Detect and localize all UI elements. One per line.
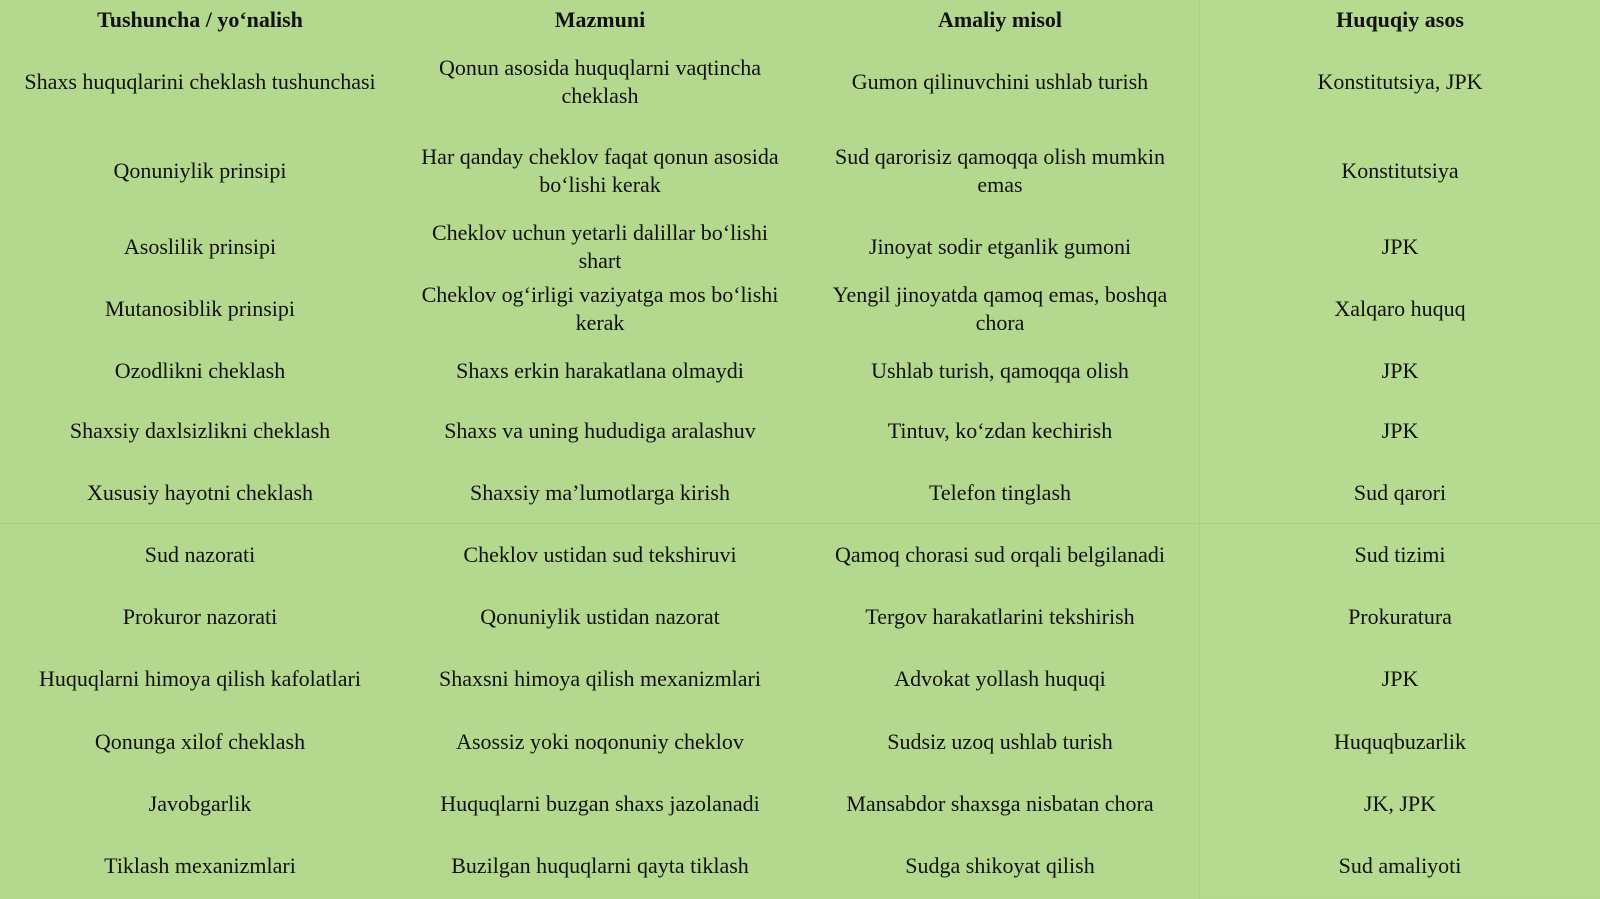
table-cell-content: Buzilgan huquqlarni qayta tiklash	[451, 853, 749, 878]
table-cell-content: Shaxsni himoya qilish mexanizmlari	[438, 666, 761, 691]
table-cell-concept: Javobgarlik	[148, 791, 252, 816]
table-cell-example: Telefon tinglash	[928, 480, 1072, 505]
table-cell-legal-basis: Xalqaro huquq	[1200, 276, 1600, 342]
table-cell-concept: Asoslilik prinsipi	[123, 234, 277, 259]
table-cell-content: Qonuniylik ustidan nazorat	[480, 604, 720, 629]
table-cell-example: Mansabdor shaxsga nisbatan chora	[846, 791, 1154, 816]
table-cell-content: Qonun asosida huquqlarni vaqtincha cheklash	[439, 55, 761, 108]
column-divider	[1199, 0, 1200, 899]
table-cell-concept: Qonunga xilof cheklash	[94, 728, 306, 754]
table-cell-legal-basis: JPK	[1200, 400, 1600, 462]
table-cell-example: Qamoq chorasi sud orqali belgilanadi	[835, 542, 1165, 567]
table-cell-example: Ushlab turish, qamoqqa olish	[871, 358, 1129, 383]
table-cell-content: Asossiz yoki noqonuniy cheklov	[456, 728, 744, 754]
table-cell-legal-basis: JPK	[1200, 648, 1600, 710]
table-cell-content: Cheklov og‘irligi vaziyatga mos bo‘lishi kerak	[421, 282, 779, 335]
table-cell-example: Tintuv, ko‘zdan kechirish	[887, 418, 1113, 443]
header-legal-basis: Huquqiy asos	[1200, 0, 1600, 40]
table-cell-legal-basis: JPK	[1200, 218, 1600, 276]
header-concept: Tushuncha / yo‘nalish	[97, 7, 303, 32]
table-cell-legal-basis: Prokuratura	[1200, 586, 1600, 648]
table-cell-content: Cheklov uchun yetarli dalillar bo‘lishi shart	[431, 220, 769, 273]
table-cell-example: Gumon qilinuvchini ushlab turish	[851, 69, 1149, 94]
table-cell-example: Tergov harakatlarini tekshirish	[865, 604, 1135, 629]
table-cell-concept: Qonuniylik prinsipi	[113, 158, 287, 183]
table-cell-concept: Huquqlarni himoya qilish kafolatlari	[39, 666, 361, 691]
row-divider	[0, 523, 1600, 524]
table-cell-example: Yengil jinoyatda qamoq emas, boshqa chora	[832, 282, 1168, 335]
table-cell-legal-basis: Huquqbuzarlik	[1200, 710, 1600, 773]
table-cell-concept: Tiklash mexanizmlari	[104, 853, 296, 878]
table-cell-legal-basis: JPK	[1200, 342, 1600, 400]
header-content: Mazmuni	[554, 7, 646, 32]
table-cell-concept: Mutanosiblik prinsipi	[104, 296, 296, 321]
table-cell-content: Har qanday cheklov faqat qonun asosida bo‘lishi kerak	[421, 144, 779, 197]
table-cell-legal-basis: Sud tizimi	[1200, 524, 1600, 586]
table-cell-legal-basis: JK, JPK	[1200, 773, 1600, 835]
table-cell-concept: Shaxs huquqlarini cheklash tushunchasi	[24, 69, 376, 94]
table-cell-example: Advokat yollash huquqi	[894, 666, 1106, 691]
table-cell-concept: Shaxsiy daxlsizlikni cheklash	[69, 418, 331, 443]
table-cell-concept: Xususiy hayotni cheklash	[86, 480, 314, 505]
table-cell-concept: Sud nazorati	[144, 542, 256, 567]
table-cell-content: Shaxsiy ma’lumotlarga kirish	[470, 480, 730, 505]
table-cell-legal-basis: Konstitutsiya, JPK	[1200, 40, 1600, 124]
table-cell-legal-basis: Sud qarori	[1200, 462, 1600, 524]
table-cell-concept: Prokuror nazorati	[122, 604, 278, 629]
table-cell-legal-basis: Konstitutsiya	[1200, 124, 1600, 218]
table-cell-example: Sud qarorisiz qamoqqa olish mumkin emas	[835, 144, 1165, 197]
header-example: Amaliy misol	[937, 7, 1063, 32]
table-cell-content: Cheklov ustidan sud tekshiruvi	[463, 542, 737, 567]
table-cell-concept: Ozodlikni cheklash	[114, 358, 286, 383]
table-cell-example: Sudsiz uzoq ushlab turish	[887, 728, 1113, 754]
table-cell-example: Jinoyat sodir etganlik gumoni	[868, 234, 1132, 259]
table-cell-content: Huquqlarni buzgan shaxs jazolanadi	[440, 791, 760, 816]
table-cell-content: Shaxs va uning hududiga aralashuv	[444, 418, 756, 443]
table-cell-legal-basis: Sud amaliyoti	[1200, 835, 1600, 897]
table-cell-content: Shaxs erkin harakatlana olmaydi	[456, 358, 744, 383]
table-cell-example: Sudga shikoyat qilish	[905, 853, 1095, 878]
